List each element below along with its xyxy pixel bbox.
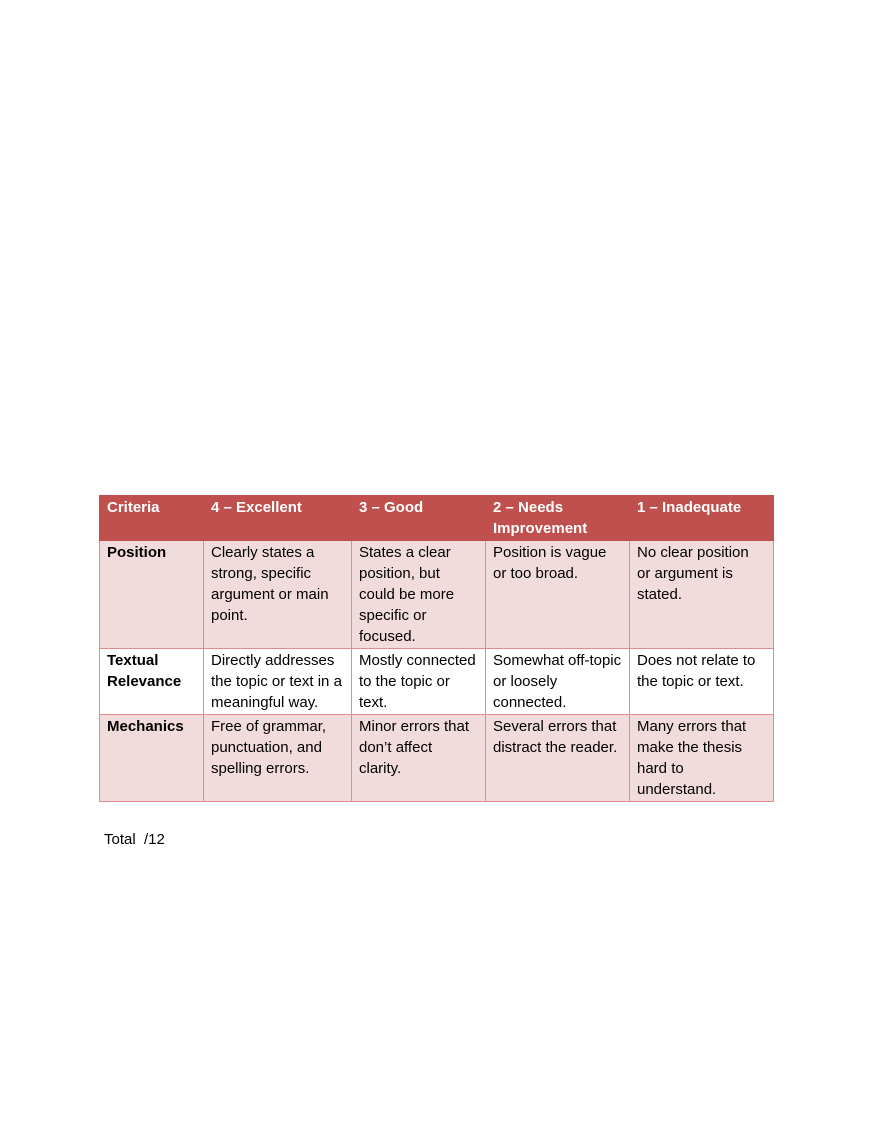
table-cell: Position is vague or too broad. bbox=[486, 541, 630, 649]
header-good: 3 – Good bbox=[352, 496, 486, 541]
total-score-label: Total /12 bbox=[104, 831, 165, 848]
table-cell: Mostly connected to the topic or text. bbox=[352, 649, 486, 715]
table-cell: Free of grammar, punctuation, and spelling errors. bbox=[204, 715, 352, 802]
table-cell: Many errors that make the thesis hard to understand. bbox=[630, 715, 774, 802]
header-criteria: Criteria bbox=[100, 496, 204, 541]
table-row-textual-relevance bbox=[100, 649, 774, 715]
header-excellent: 4 – Excellent bbox=[204, 496, 352, 541]
table-cell: Several errors that distract the reader. bbox=[486, 715, 630, 802]
table-cell: Directly addresses the topic or text in a meaningful way. bbox=[204, 649, 352, 715]
header-inadequate: 1 – Inadequate bbox=[630, 496, 774, 541]
header-row bbox=[100, 496, 774, 541]
table-cell: No clear position or argument is stated. bbox=[630, 541, 774, 649]
header-needs-improvement: 2 – Needs Improvement bbox=[486, 496, 630, 541]
table-row-position bbox=[100, 541, 774, 649]
table-cell: Does not relate to the topic or text. bbox=[630, 649, 774, 715]
criterion-label: Textual Relevance bbox=[100, 649, 204, 715]
table-cell: Clearly states a strong, specific argument or main point. bbox=[204, 541, 352, 649]
rubric-header bbox=[100, 496, 774, 541]
rubric-table bbox=[99, 495, 774, 802]
table-cell: Somewhat off-topic or loosely connected. bbox=[486, 649, 630, 715]
rubric-body bbox=[100, 541, 774, 802]
criterion-label: Position bbox=[100, 541, 204, 649]
table-row-mechanics bbox=[100, 715, 774, 802]
table-cell: Minor errors that don’t affect clarity. bbox=[352, 715, 486, 802]
criterion-label: Mechanics bbox=[100, 715, 204, 802]
table-cell: States a clear position, but could be more specific or focused. bbox=[352, 541, 486, 649]
